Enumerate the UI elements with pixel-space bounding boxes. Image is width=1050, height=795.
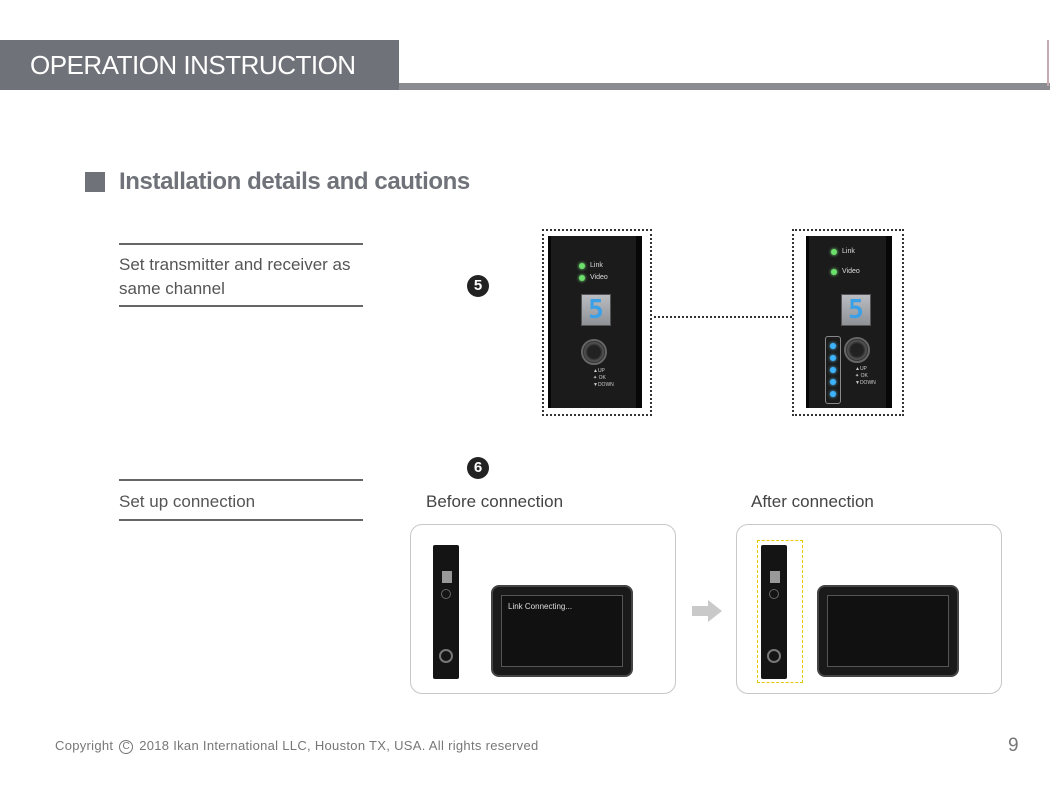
- step5-number-badge: 5: [467, 275, 489, 297]
- down-label: ▼DOWN: [593, 382, 614, 388]
- before-connection-card: [410, 524, 676, 694]
- section-square-icon: [85, 172, 105, 192]
- signal-led-icon: [830, 367, 836, 373]
- up-label: ▲UP: [855, 366, 867, 372]
- power-connector-icon: [767, 649, 781, 663]
- channel-display: 5: [841, 294, 871, 326]
- link-label: Link: [842, 248, 855, 255]
- channel-knob: [441, 589, 451, 599]
- before-connection-caption: Before connection: [426, 492, 564, 511]
- channel-display: [442, 571, 452, 583]
- copyright-prefix: Copyright: [55, 738, 114, 753]
- video-led-icon: [831, 269, 837, 275]
- video-indicator: [579, 274, 608, 281]
- monitor-screen: [827, 595, 949, 667]
- page-title: OPERATION INSTRUCTION: [0, 40, 399, 90]
- monitor-status-text: Link Connecting...: [508, 602, 573, 611]
- copyright-footer: [55, 738, 539, 754]
- page-number: 9: [1008, 735, 1019, 756]
- transmitter-panel: [548, 236, 642, 408]
- link-label: Link: [590, 262, 603, 269]
- step5-label: Set transmitter and receiver as same channel: [119, 255, 351, 298]
- power-connector-icon: [439, 649, 453, 663]
- monitor-before: [491, 585, 633, 677]
- after-connection-caption: After connection: [751, 492, 874, 511]
- video-indicator: [831, 268, 860, 275]
- channel-link-dotted-line: [654, 316, 792, 318]
- signal-led-icon: [830, 343, 836, 349]
- section-title: Installation details and cautions: [119, 168, 470, 195]
- header-edge-mark: [1047, 40, 1049, 86]
- copyright-icon: C: [119, 740, 133, 754]
- channel-knob[interactable]: [844, 337, 870, 363]
- arrow-right-icon: [692, 600, 724, 622]
- signal-led-icon: [830, 391, 836, 397]
- link-indicator: [579, 262, 603, 269]
- step6-bottom-rule: [119, 519, 363, 521]
- signal-led-icon: [830, 355, 836, 361]
- receiver-panel: [806, 236, 892, 408]
- channel-display: 5: [581, 294, 611, 326]
- step6-label: Set up connection: [119, 492, 256, 511]
- video-label: Video: [590, 274, 608, 281]
- receiver-side-view: [761, 545, 787, 679]
- receiver-side-view: [433, 545, 459, 679]
- link-indicator: [831, 248, 855, 255]
- ok-label: ✦ OK: [855, 373, 868, 379]
- signal-led-icon: [830, 379, 836, 385]
- link-led-icon: [831, 249, 837, 255]
- up-label: ▲UP: [593, 368, 605, 374]
- step5-bottom-rule: [119, 305, 363, 307]
- channel-knob: [769, 589, 779, 599]
- video-led-icon: [579, 275, 585, 281]
- step5-top-rule: [119, 243, 363, 245]
- step6-top-rule: [119, 479, 363, 481]
- monitor-screen: [501, 595, 623, 667]
- monitor-after: [817, 585, 959, 677]
- signal-strength-meter: [825, 336, 841, 404]
- after-connection-card: [736, 524, 1002, 694]
- down-label: ▼DOWN: [855, 380, 876, 386]
- copyright-text: 2018 Ikan International LLC, Houston TX, USA. All rights reserved: [139, 738, 539, 753]
- ok-label: ✦ OK: [593, 375, 606, 381]
- video-label: Video: [842, 268, 860, 275]
- step6-number-badge: 6: [467, 457, 489, 479]
- channel-knob[interactable]: [581, 339, 607, 365]
- link-led-icon: [579, 263, 585, 269]
- channel-display: [770, 571, 780, 583]
